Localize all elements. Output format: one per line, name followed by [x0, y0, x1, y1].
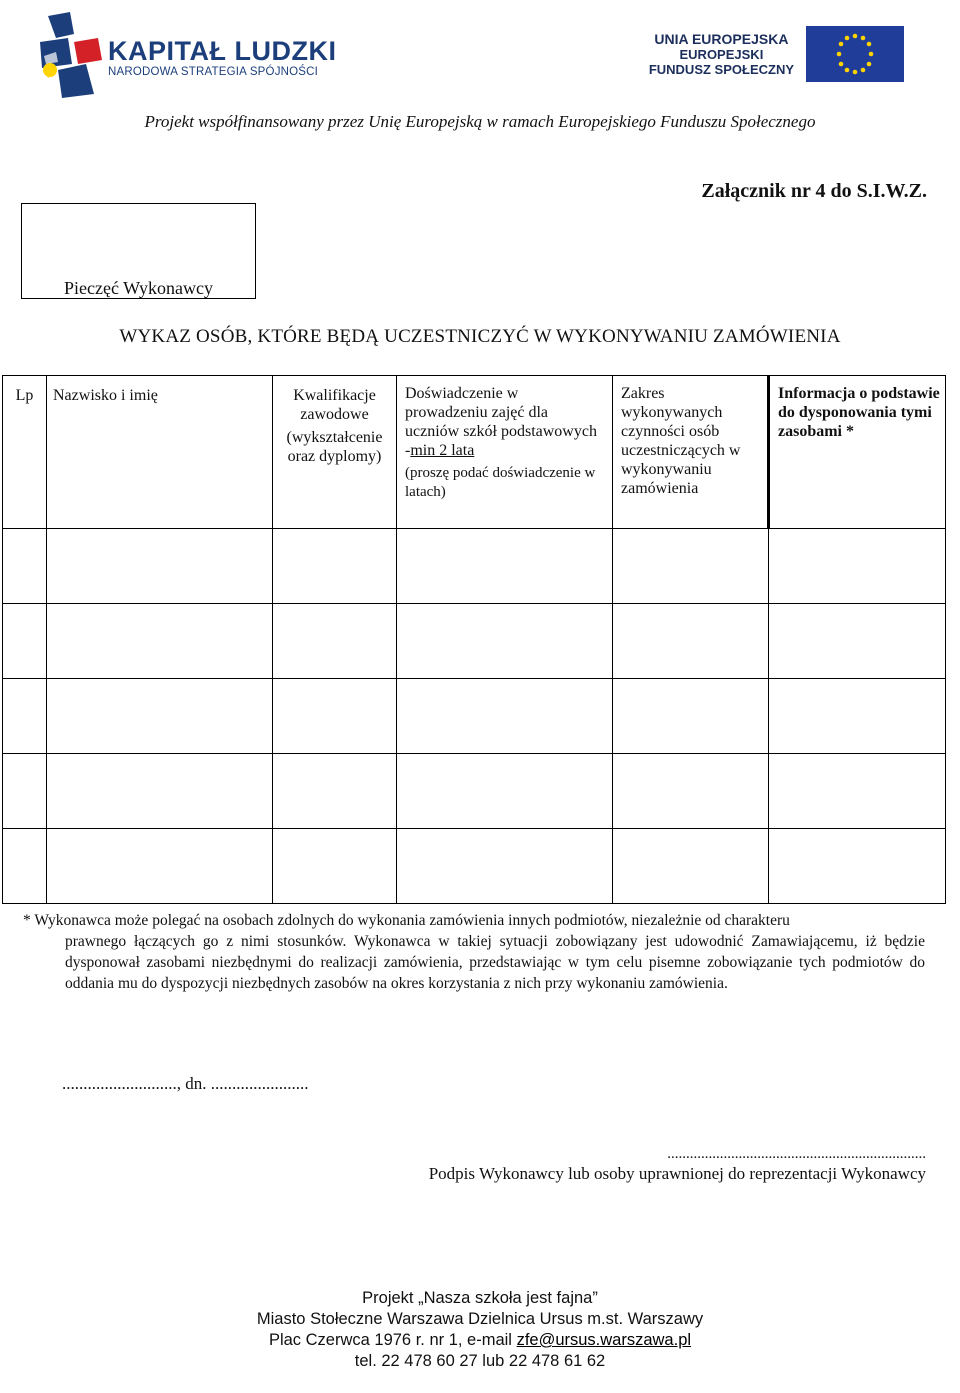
header-scope: Zakres wykonywanych czynności osób uczestniczących w wykonywaniu zamówienia	[613, 376, 769, 529]
table-cell[interactable]	[47, 829, 273, 904]
eu-flag-icon	[806, 26, 904, 82]
logo-kapital-ludzki-subtitle: NARODOWA STRATEGIA SPÓJNOŚCI	[108, 66, 319, 78]
footer-project-name: Projekt „Nasza szkoła jest fajna”	[362, 1289, 598, 1307]
table-cell[interactable]	[3, 829, 47, 904]
header-experience	[397, 376, 613, 529]
table-cell[interactable]	[613, 754, 769, 829]
date-line[interactable]: ..........................., dn. .......................	[62, 1074, 309, 1093]
eu-logo-line2: EUROPEJSKI	[679, 47, 764, 62]
table-cell[interactable]	[769, 754, 946, 829]
footer-institution: Miasto Stołeczne Warszawa Dzielnica Ursus m.st. Warszawy	[256, 1310, 704, 1328]
header-resources-info: Informacja o podstawie do dysponowania tymi zasobami *	[769, 376, 946, 529]
footer-email-link[interactable]: zfe@ursus.warszawa.pl	[516, 1331, 692, 1349]
table-cell[interactable]	[47, 679, 273, 754]
table-cell[interactable]	[769, 604, 946, 679]
signature-line[interactable]: .....................................................................	[667, 1146, 926, 1162]
table-cell[interactable]	[769, 679, 946, 754]
table-row	[3, 829, 946, 904]
header-qualifications-sub: (wykształcenie oraz dyplomy)	[286, 429, 383, 465]
footer-phone: tel. 22 478 60 27 lub 22 478 61 62	[354, 1352, 606, 1370]
table-cell[interactable]	[273, 604, 397, 679]
footnote-first-line: * Wykonawca może polegać na osobach zdolnych do wykonania zamówienia innych podmiotów, niezależnie od charakteru	[23, 912, 790, 929]
table-cell[interactable]	[769, 829, 946, 904]
annex-label: Załącznik nr 4 do S.I.W.Z.	[701, 180, 927, 202]
table-cell[interactable]	[397, 754, 613, 829]
footer-address	[0, 1330, 960, 1351]
table-header-row	[3, 376, 946, 529]
header-qualifications-main: Kwalifikacje zawodowe	[293, 387, 376, 423]
table-row	[3, 529, 946, 604]
footnote-continuation: prawnego łączących go z nimi stosunków. Wykonawca w takiej sytuacji zobowiązany jest udowodnić Zamawiającemu, iż będzie dysponował zasobami niezbędnymi do realizacji zamówienia, przedstawiając w tym celu pisemne zobowiązanie tych podmiotów do oddania mu do dyspozycji niezbędnych zasobów na okres korzystania z nich przy wykonaniu zamówienia.	[65, 933, 925, 992]
table-cell[interactable]	[3, 679, 47, 754]
header-qualifications	[273, 376, 397, 529]
table-cell[interactable]	[613, 829, 769, 904]
footnote	[23, 910, 925, 994]
footer-address-text: Plac Czerwca 1976 r. nr 1, e-mail	[268, 1331, 517, 1349]
table-row	[3, 679, 946, 754]
signature-label: Podpis Wykonawcy lub osoby uprawnionej do reprezentacji Wykonawcy	[428, 1164, 926, 1183]
header-experience-sub: (proszę podać doświadczenie w latach)	[405, 465, 596, 500]
table-cell[interactable]	[273, 754, 397, 829]
table-cell[interactable]	[3, 604, 47, 679]
table-cell[interactable]	[397, 604, 613, 679]
table-cell[interactable]	[613, 529, 769, 604]
table-row	[3, 754, 946, 829]
table-cell[interactable]	[397, 679, 613, 754]
table-cell[interactable]	[273, 529, 397, 604]
table-cell[interactable]	[613, 604, 769, 679]
table-cell[interactable]	[613, 679, 769, 754]
header-experience-min: min 2 lata	[410, 442, 475, 459]
table-cell[interactable]	[769, 529, 946, 604]
header-experience-main: Doświadczenie w prowadzeniu zajęć dla uczniów szkół podstawowych -	[405, 385, 597, 459]
table-cell[interactable]	[47, 604, 273, 679]
table-cell[interactable]	[47, 529, 273, 604]
table-cell[interactable]	[3, 529, 47, 604]
table-cell[interactable]	[397, 829, 613, 904]
table-row	[3, 604, 946, 679]
eu-logo-line3: FUNDUSZ SPOŁECZNY	[648, 62, 794, 77]
logo-kapital-ludzki-title: KAPITAŁ LUDZKI	[108, 36, 337, 66]
table-cell[interactable]	[3, 754, 47, 829]
eu-logo-line1: UNIA EUROPEJSKA	[654, 31, 789, 47]
table-cell[interactable]	[47, 754, 273, 829]
table-cell[interactable]	[273, 829, 397, 904]
table-cell[interactable]	[273, 679, 397, 754]
header-name: Nazwisko i imię	[47, 376, 273, 529]
eu-logo-text	[649, 32, 794, 77]
project-cofinancing-line: Projekt współfinansowany przez Unię Europejską w ramach Europejskiego Funduszu Społecznego	[144, 112, 816, 131]
footer	[0, 1288, 960, 1372]
persons-table	[2, 375, 946, 904]
document-title: WYKAZ OSÓB, KTÓRE BĘDĄ UCZESTNICZYĆ W WYKONYWANIU ZAMÓWIENIA	[119, 326, 841, 347]
stamp-label: Pieczęć Wykonawcy	[63, 278, 214, 298]
header-lp: Lp	[3, 376, 47, 529]
table-cell[interactable]	[397, 529, 613, 604]
